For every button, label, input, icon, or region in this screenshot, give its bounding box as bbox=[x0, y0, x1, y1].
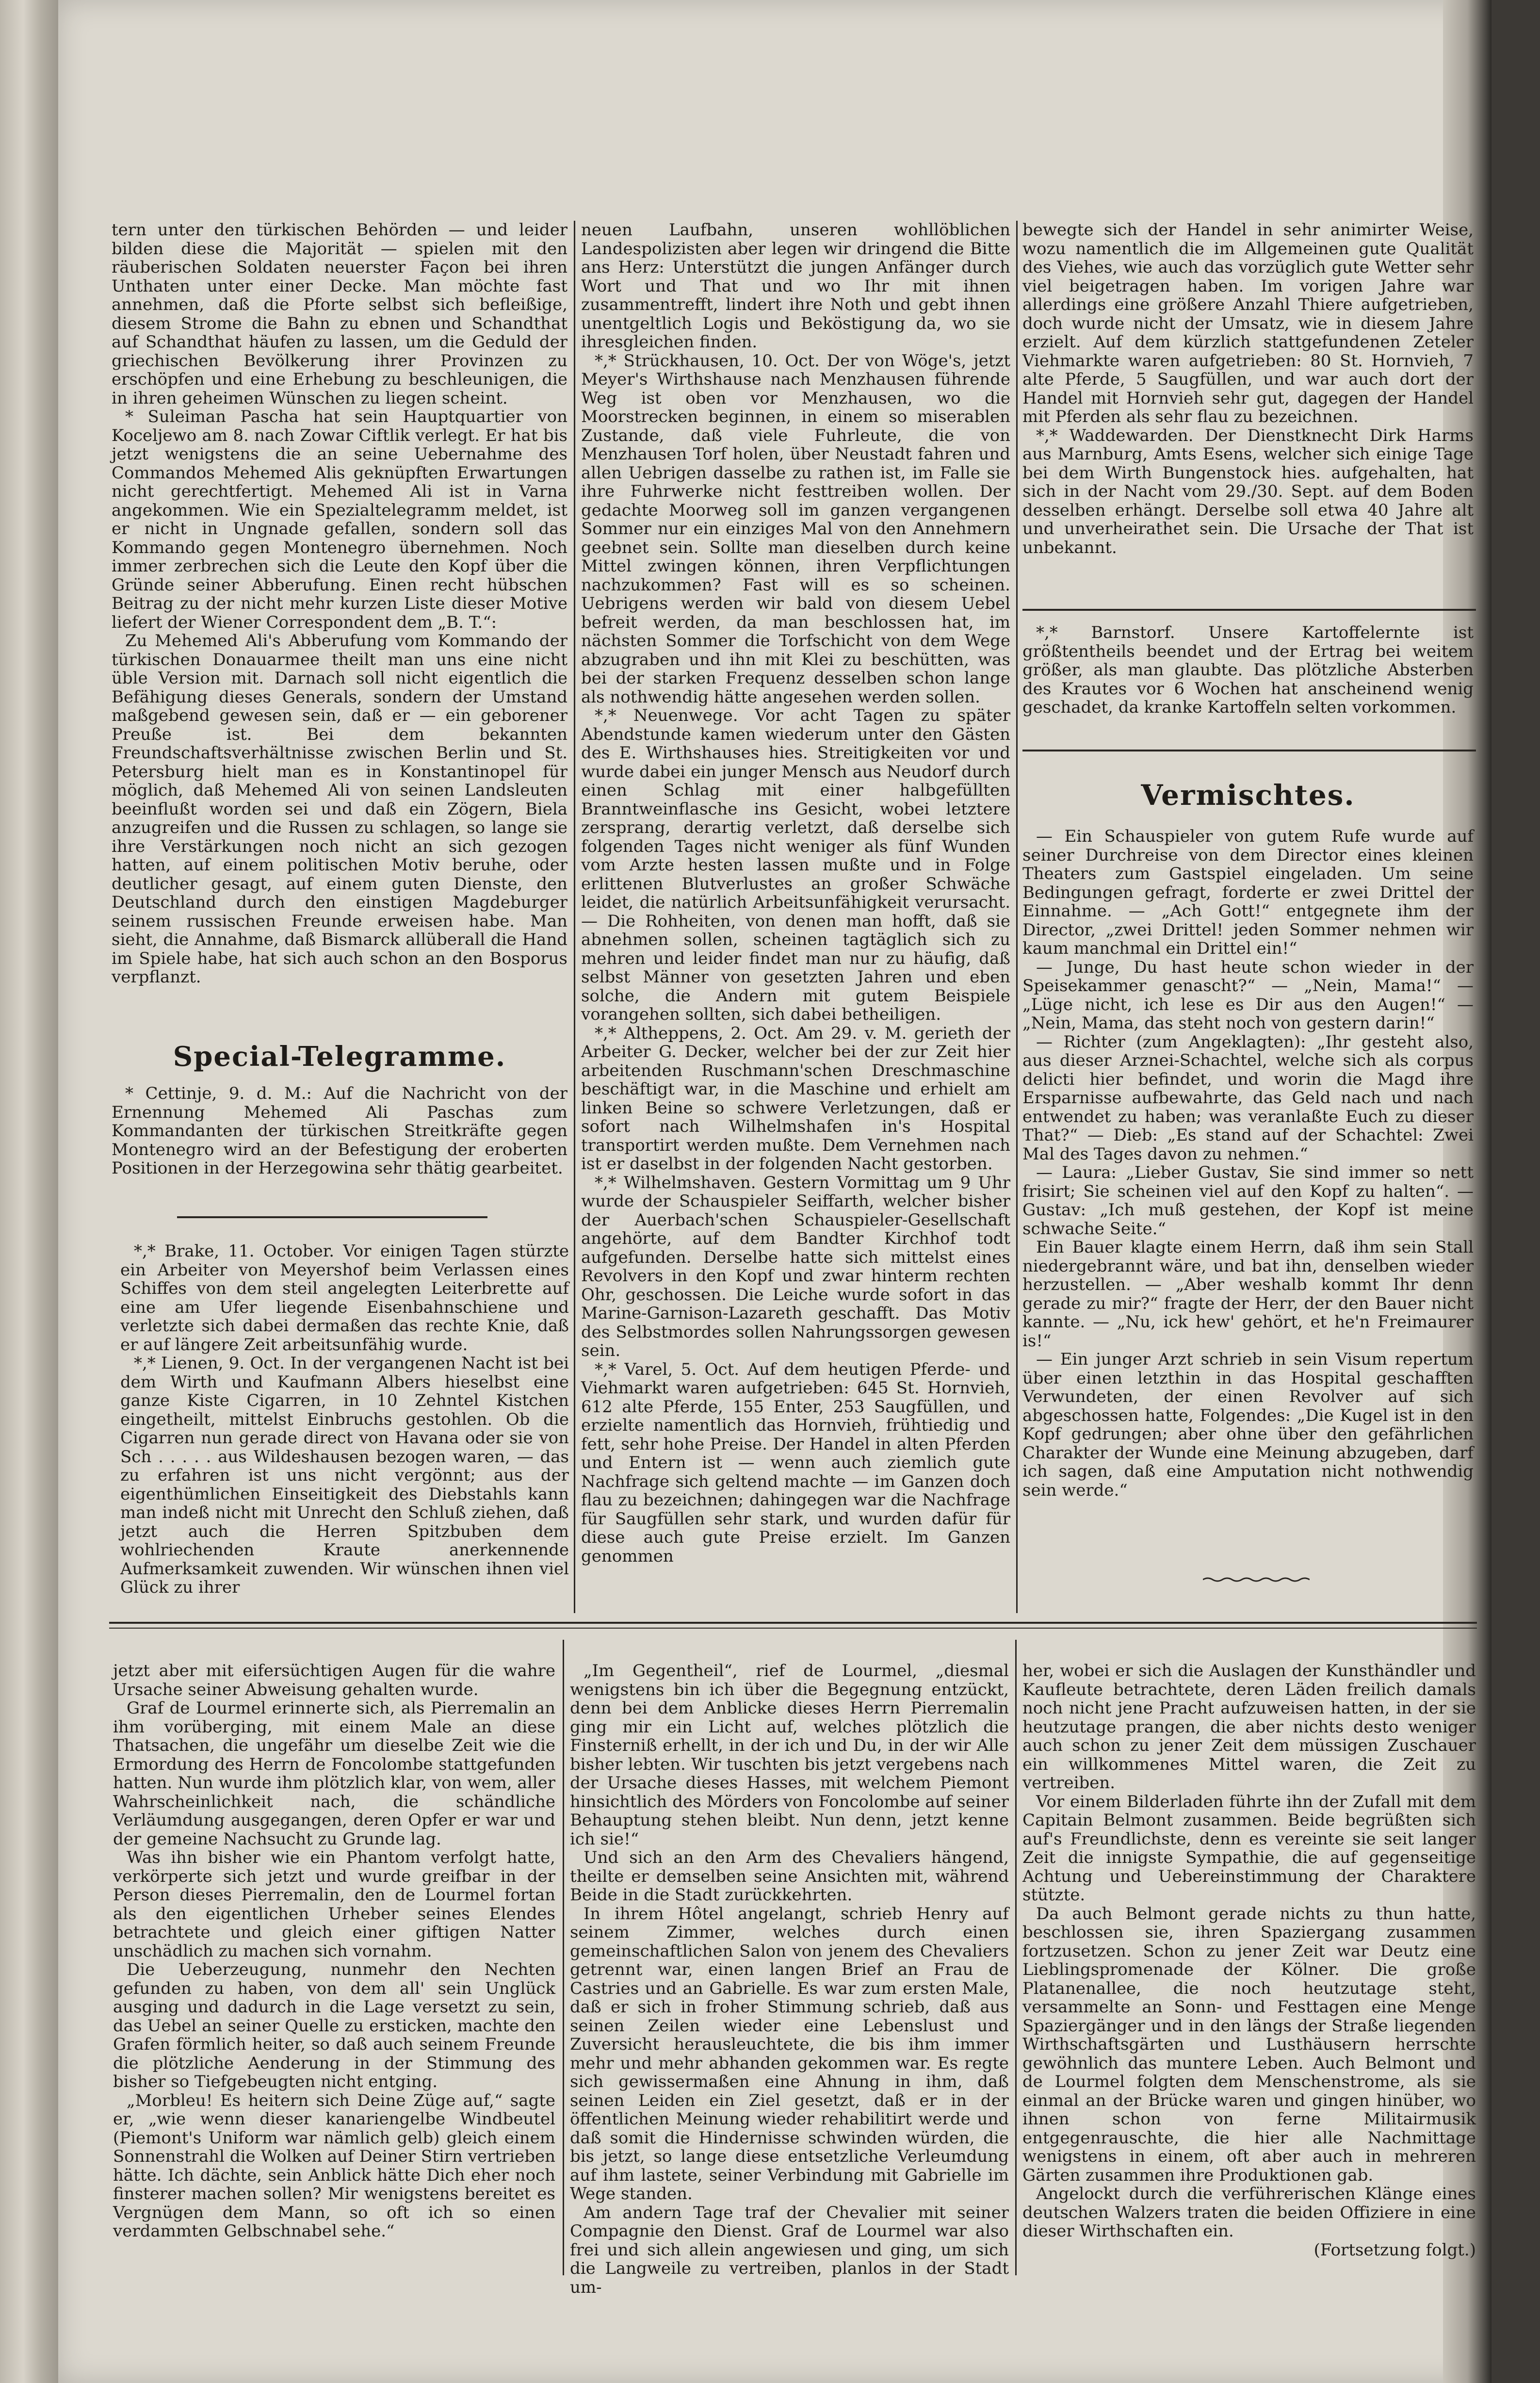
upper-column-2 bbox=[581, 221, 1010, 1566]
section-divider bbox=[1022, 609, 1476, 611]
upper-column-1-local-news bbox=[120, 1242, 569, 1597]
news-item: *,* Barnstorf. Unsere Kartoffelernte ist größtentheils beendet und der Ertrag bei weitem größer, als man glaubte. Das plötzliche Absterben des Krautes vor 6 Wochen hat anscheinend wenig geschadet, da kranke Kartoffeln selten vorkommen. bbox=[1022, 623, 1474, 717]
article-paragraph: * Suleiman Pascha hat sein Hauptquartier von Koceljewo am 8. nach Zowar Ciftlik verlegt. Er hat bis jetzt wenigstens die an seine Uebernahme des Commandos Mehemed Alis geknüpften Erwartungen nicht gerechtfertigt. Mehemed Ali ist in Varna angekommen. Wie ein Spezialtelegramm meldet, ist er nicht in Ungnade gefallen, sondern soll das Kommando gegen Montenegro übernehmen. Noch immer zerbrechen sich die Leute den Kopf über die Gründe seiner Abberufung. Einen recht hübschen Beitrag zu der nicht mehr kurzen Liste dieser Motive liefert der Wiener Correspondent dem „B. T.“: bbox=[112, 407, 567, 632]
article-paragraph: Zu Mehemed Ali's Abberufung vom Kommando der türkischen Donauarmee theilt man uns eine nicht üble Version mit. Darnach soll nicht eigentlich die Befähigung dieses Generals, sondern der Umstand maßgebend gewesen sein, daß er — ein geborener Preuße ist. Bei dem bekannten Freundschaftsverhältnisse zwischen Berlin und St. Petersburg hielt man es in Konstantinopel für möglich, daß Mehemed Ali von seinen Landsleuten beeinflußt worden sei und daß ein Zögern, Biela anzugreifen und die Russen zu schlagen, so lange sie ihre Verstärkungen noch nicht an sich gezogen hatten, auf einem politischen Motiv beruhe, oder deutlicher gesagt, auf einem guten Dienste, den Deutschland durch den einstigen Magdeburger seinem russischen Freunde erweisen habe. Man sieht, die Annahme, daß Bismarck allüberall die Hand im Spiele habe, hat sich auch schon an den Bosporus verpflanzt. bbox=[112, 631, 567, 987]
continuation-note: (Fortsetzung folgt.) bbox=[1313, 2240, 1476, 2260]
feuilleton-divider bbox=[109, 1622, 1477, 1624]
story-paragraph: „Im Gegentheil“, rief de Lourmel, „diesmal wenigstens bin ich über die Begegnung entzückt, denn bei dem Anblicke dieses Herrn Pierremalin ging mir ein Licht auf, welches plötzlich die Finsterniß erhellt, in der ich und Du, in der wir Alle bisher lebten. Wir tuschten bis jetzt vergebens nach der Ursache dieses Hasses, mit welchem Piemont hinsichtlich des Mörders von Foncolombe auf seiner Behauptung stehen bleibt. Nun denn, jetzt kenne ich sie!“ bbox=[570, 1661, 1009, 1849]
story-paragraph: Da auch Belmont gerade nichts zu thun hatte, beschlossen sie, ihren Spaziergang zusammen fortzusetzen. Schon zu jener Zeit war Deutz eine Lieblingspromenade der Kölner. Die große Platanenallee, die noch heutzutage steht, versammelte an Sonn- und Festtagen eine Menge Spaziergänger und in den längs der Straße liegenden Wirthschaftsgärten und Lusthäusern herrschte gewöhnlich das muntere Leben. Auch Belmont und de Lourmel folgten dem Menschenstrome, als sie einmal an der Brücke waren und gingen hinüber, wo ihnen schon von ferne Militairmusik entgegenrauschte, die hier alle Nachmittage wenigstens in einem, oft aber auch in mehreren Gärten zusammen ihre Produktionen gab. bbox=[1022, 1904, 1476, 2185]
story-paragraph: Am andern Tage traf der Chevalier mit seiner Compagnie den Dienst. Graf de Lourmel war also frei und sich allein angewiesen und ging, um sich die Langweile zu vertreiben, planlos in der Stadt um- bbox=[570, 2203, 1009, 2297]
story-paragraph: jetzt aber mit eifersüchtigen Augen für die wahre Ursache seiner Abweisung gehalten wurde. bbox=[113, 1661, 555, 1699]
anecdote: — Ein junger Arzt schrieb in sein Visum repertum über einen letzthin in das Hospital geschafften Verwundeten, der einen Revolver auf sich abgeschossen hatte, Folgendes: „Die Kugel ist in den Kopf gedrungen; aber ohne über den gefährlichen Charakter der Wunde eine Meinung abzugeben, darf ich sagen, daß eine Amputation nicht nothwendig sein werde.“ bbox=[1022, 1350, 1474, 1500]
anecdote: Ein Bauer klagte einem Herrn, daß ihm sein Stall niedergebrannt wäre, und bat ihn, denselben wieder herzustellen. — „Aber weshalb kommt Ihr denn gerade zu mir?“ fragte der Herr, der den Bauer nicht kannte. — „Nu, ick hew' gehört, et he'n Freimaurer is!“ bbox=[1022, 1238, 1474, 1351]
story-paragraph: Graf de Lourmel erinnerte sich, als Pierremalin an ihm vorüberging, mit einem Male an diese Thatsachen, die ungefähr um dieselbe Zeit wie die Ermordung des Herrn de Foncolombe stattgefunden hatten. Nun wurde ihm plötzlich klar, von wem, aller Wahrscheinlichkeit nach, die schändliche Verläumdung ausgegangen, deren Opfer er war und der gemeine Nachsucht zu Grunde lag. bbox=[113, 1698, 555, 1849]
news-item: bewegte sich der Handel in sehr animirter Weise, wozu namentlich die im Allgemeinen gute Qualität des Viehes, wie auch das vorzüglich gute Wetter sehr viel beigetragen haben. Im vorigen Jahre war allerdings eine größere Anzahl Thiere aufgetrieben, doch wurde nicht der Umsatz, wie in diesem Jahre erzielt. Auf dem kürzlich stattgefundenen Zeteler Viehmarkte waren aufgetrieben: 80 St. Hornvieh, 7 alte Pferde, 5 Saugfüllen, und war auch dort der Handel mit Hornvieh sehr gut, dagegen der Handel mit Pferden als sehr flau zu bezeichnen. bbox=[1022, 220, 1474, 426]
news-item: *,* Varel, 5. Oct. Auf dem heutigen Pferde- und Viehmarkt waren aufgetrieben: 645 St. Hornvieh, 612 alte Pferde, 155 Enter, 253 Saugfüllen, und erzielte namentlich das Hornvieh, frühtiedig und fett, sehr hohe Preise. Der Handel in alten Pferden und Entern ist — wenn auch ziemlich gute Nachfrage sich geltend machte — im Ganzen doch flau zu bezeichnen; dahingegen war die Nachfrage für Saugfüllen sehr stark, und wurden dafür für diese auch gute Preise erzielt. Im Ganzen genommen bbox=[581, 1359, 1010, 1566]
special-telegram-text bbox=[112, 1084, 567, 1178]
column-rule bbox=[1015, 1640, 1017, 2275]
news-item: *,* Strückhausen, 10. Oct. Der von Wöge's, jetzt Meyer's Wirthshause nach Menzhausen führende Weg ist oben vor Menzhausen, wo die Moorstrecken beginnen, in einem so miserablen Zustande, daß viele Fuhrleute, die von Menzhausen Torf holen, über Neustadt fahren und allen Uebrigen dasselbe zu rathen ist, im Falle sie ihre Fuhrwerke nicht festtreiben wollen. Der gedachte Moorweg soll im ganzen vergangenen Sommer nur ein einziges Mal von den Annehmern geebnet sein. Sollte man dieselben durch keine Mittel zwingen können, ihren Verpflichtungen nachzukommen? Fast will es so scheinen. Uebrigens werden wir bald von diesem Uebel befreit werden, da man beschlossen hat, im nächsten Sommer die Torfschicht von dem Wege abzugraben und ihn mit Klei zu beschütten, was bei der starken Frequenz desselben schon lange als nothwendig hätte angesehen werden sollen. bbox=[581, 351, 1010, 707]
anecdote: — Junge, Du hast heute schon wieder in der Speisekammer genascht?“ — „Nein, Mama!“ — „Lüge nicht, ich lese es Dir aus den Augen!“ — „Nein, Mama, das steht noch von gestern darin!“ bbox=[1022, 957, 1474, 1033]
column-rule bbox=[1016, 221, 1018, 1613]
vermischtes-column bbox=[1022, 827, 1474, 1500]
news-item: *,* Altheppens, 2. Oct. Am 29. v. M. gerieth der Arbeiter G. Decker, welcher bei der zur Zeit hier arbeitenden Ruschmann'schen Dreschmaschine beschäftigt war, in die Maschine und erhielt am linken Beine so schwere Verletzungen, daß er sofort nach Wilhelmshafen in's Hospital transportirt werden mußte. Dem Vernehmen nach ist er daselbst in der folgenden Nacht gestorben. bbox=[581, 1023, 1010, 1174]
book-spine bbox=[0, 0, 58, 2383]
story-paragraph: her, wobei er sich die Auslagen der Kunsthändler und Kaufleute betrachtete, deren Läden freilich damals noch nicht jene Pracht aufzuweisen hatten, in der sie heutzutage prangen, die aber nichts desto weniger auch schon zu jener Zeit dem müssigen Zuschauer ein willkommenes Mittel waren, die Zeit zu vertreiben. bbox=[1022, 1661, 1476, 1793]
news-item: *,* Lienen, 9. Oct. In der vergangenen Nacht ist bei dem Wirth und Kaufmann Albers hieselbst eine ganze Kiste Cigarren, in 10 Zehntel Kistchen eingetheilt, mittelst Einbruchs gestohlen. Ob die Cigarren nun gerade direct von Havana oder sie von Sch . . . . . aus Wildeshausen bezogen waren, — das zu erfahren ist uns nicht vergönnt; aus der eigenthümlichen Einseitigkeit des Diebstahls kann man indeß nicht mit Unrecht den Schluß ziehen, daß jetzt auch die Herren Spitzbuben dem wohlriechenden Kraute anerkennende Aufmerksamkeit zuwenden. Wir wünschen ihnen viel Glück zu ihrer bbox=[120, 1354, 569, 1597]
story-paragraph: Angelockt durch die verführerischen Klänge eines deutschen Walzers traten die beiden Offiziere in eine dieser Wirthschaften ein. bbox=[1022, 2184, 1476, 2241]
story-paragraph: Und sich an den Arm des Chevaliers hängend, theilte er demselben seine Ansichten mit, während Beide in die Stadt zurückkehrten. bbox=[570, 1848, 1009, 1905]
column-rule bbox=[563, 1640, 564, 2275]
news-item: neuen Laufbahn, unseren wohllöblichen Landespolizisten aber legen wir dringend die Bitte ans Herz: Unterstützt die jungen Anfänger durch Wort und That und wo Ihr mit ihnen zusammentrefft, lindert ihre Noth und gebt ihnen unentgeltlich Logis und Beköstigung da, wo sie ihresgleichen finden. bbox=[581, 220, 1010, 352]
anecdote: — Richter (zum Angeklagten): „Ihr gesteht also, aus dieser Arznei-Schachtel, welche sich als corpus delicti hier befindet, und worin die Magd ihre Ersparnisse aufbewahrte, das Geld nach und nach entwendet zu haben; was veranlaßte Euch zu dieser That?“ — Dieb: „Es stand auf der Schachtel: Zwei Mal des Tages davon zu nehmen.“ bbox=[1022, 1032, 1474, 1164]
feuilleton-column-3 bbox=[1022, 1662, 1476, 2259]
story-paragraph: In ihrem Hôtel angelangt, schrieb Henry auf seinem Zimmer, welches durch einen gemeinschaftlichen Salon von jenem des Chevaliers getrennt war, einen langen Brief an Frau de Castries und an Gabrielle. Es war zum ersten Male, daß er sich in froher Stimmung schrieb, daß aus seinen Zeilen wieder eine Lebenslust und Zuversicht herausleuchtete, die bis ihm immer mehr und mehr abhanden gekommen war. Es regte sich gewissermaßen eine Ahnung in ihm, daß seinen Leiden ein Ziel gesetzt, daß er in der öffentlichen Meinung wieder rehabilitirt werde und daß somit die Hindernisse schwinden würden, die bis jetzt, so lange diese entsetzliche Verleumdung auf ihm lastete, seiner Verbindung mit Gabrielle im Wege standen. bbox=[570, 1904, 1009, 2203]
news-item: *,* Wilhelmshaven. Gestern Vormittag um 9 Uhr wurde der Schauspieler Seiffarth, welcher bisher der Auerbach'schen Schauspieler-Gesellschaft angehörte, auf dem Bandter Kirchhof todt aufgefunden. Derselbe hatte sich mittelst eines Revolvers in den Kopf und zwar hinterm rechten Ohr, geschossen. Die Leiche wurde sofort in das Marine-Garnison-Lazareth geschafft. Das Motiv des Selbstmordes sollen Nahrungssorgen gewesen sein. bbox=[581, 1173, 1010, 1360]
anecdote: — Laura: „Lieber Gustav, Sie sind immer so nett frisirt; Sie scheinen viel auf den Kopf zu halten“. — Gustav: „Ich muß gestehen, der Kopf ist meine schwache Seite.“ bbox=[1022, 1163, 1474, 1239]
story-paragraph: „Morbleu! Es heitern sich Deine Züge auf,“ sagte er, „wie wenn dieser kanariengelbe Windbeutel (Piemont's Uniform war nämlich gelb) gleich einem Sonnenstrahl die Wolken auf Deiner Stirn vertrieben hätte. Ich dächte, sein Anblick hätte Dich eher noch finsterer machen sollen? Mir wenigstens bereitet es Vergnügen dem Mann, so oft ich so einen verdammten Gelbschnabel sehe.“ bbox=[113, 2090, 555, 2241]
telegram-paragraph: * Cettinje, 9. d. M.: Auf die Nachricht von der Ernennung Mehemed Ali Paschas zum Kommandanten der türkischen Streitkräfte gegen Montenegro wird an der Befestigung der eroberten Positionen in der Herzegowina sehr thätig gearbeitet. bbox=[112, 1084, 567, 1178]
section-heading-vermischtes: Vermischtes. bbox=[1141, 779, 1355, 812]
news-item: *,* Neuenwege. Vor acht Tagen zu später Abendstunde kamen wiederum unter den Gästen des E. Wirthshauses hies. Streitigkeiten vor und wurde dabei ein junger Mensch aus Neudorf durch einen Schlag mit einer halbgefüllten Branntweinflasche ins Gesicht, wobei letztere zersprang, derartig verletzt, daß derselbe sich folgenden Tages nicht weniger als fünf Wunden vom Arzte hesten lassen mußte und in Folge erlittenen Blutverlustes an großer Schwäche leidet, die natürlich Arbeitsunfähigkeit verursacht. — Die Rohheiten, von denen man hofft, daß sie abnehmen sollen, scheinen tagtäglich sich zu mehren und leider findet man nur zu häufig, daß selbst Männer von gesetzten Jahren und eben solche, die Andern mit gutem Beispiele vorangehen sollten, sich dabei betheiligen. bbox=[581, 706, 1010, 1024]
story-paragraph: Was ihn bisher wie ein Phantom verfolgt hatte, verkörperte sich jetzt und wurde greifbar in der Person dieses Pierremalin, den de Lourmel fortan als den eigentlichen Urheber seines Elendes betrachtete und gleich einer giftigen Natter unschädlich zu machen sich vornahm. bbox=[113, 1848, 555, 1961]
feuilleton-divider-thin bbox=[109, 1628, 1477, 1629]
column-rule bbox=[574, 221, 575, 1613]
feuilleton-column-1 bbox=[113, 1662, 555, 2241]
news-item: *,* Brake, 11. October. Vor einigen Tagen stürzte ein Arbeiter von Meyershof beim Verlassen eines Schiffes von dem steil angelegten Leiterbrette auf eine am Ufer liegende Eisenbahnschiene und verletzte sich dabei dermaßen das rechte Knie, daß er auf längere Zeit arbeitsunfähig wurde. bbox=[120, 1241, 569, 1355]
anecdote: — Ein Schauspieler von gutem Rufe wurde auf seiner Durchreise von dem Director eines kleinen Theaters zum Gastspiel eingeladen. Um seine Bedingungen gefragt, forderte er zwei Drittel der Einnahme. — „Ach Gott!“ entgegnete ihm der Director, „zwei Drittel! jeden Sommer nehmen wir kaum manchmal ein Drittel ein!“ bbox=[1022, 827, 1474, 958]
section-heading-special-telegramme: Special-Telegramme. bbox=[173, 1041, 506, 1073]
upper-column-3 bbox=[1022, 221, 1474, 557]
story-paragraph: Die Ueberzeugung, nunmehr den Nechten gefunden zu haben, von dem all' sein Unglück ausging und dadurch in die Lage versetzt zu sein, das Uebel an seiner Quelle zu ersticken, machte den Grafen förmlich heiter, so daß auch seinem Freunde die plötzliche Aenderung in der Stimmung des bisher so Tiefgebeugten nicht entging. bbox=[113, 1960, 555, 2091]
story-paragraph: Vor einem Bilderladen führte ihn der Zufall mit dem Capitain Belmont zusammen. Beide begrüßten sich auf's Freundlichste, denn es vereinte sie seit langer Zeit die innigste Sympathie, die auf gegenseitige Achtung und Uebereinstimmung der Charaktere stützte. bbox=[1022, 1792, 1476, 1905]
upper-column-3-barnstorf bbox=[1022, 623, 1474, 717]
section-divider bbox=[177, 1216, 487, 1218]
feuilleton-column-2 bbox=[570, 1662, 1009, 2297]
section-divider bbox=[1022, 750, 1476, 751]
end-ornament bbox=[1203, 1577, 1310, 1583]
news-item: *,* Waddewarden. Der Dienstknecht Dirk Harms aus Marnburg, Amts Esens, welcher sich einige Tage bei dem Wirth Bungenstock hies. aufgehalten, hat sich in der Nacht vom 29./30. Sept. auf dem Boden desselben erhängt. Derselbe soll etwa 40 Jahre alt und unverheirathet sein. Die Ursache der That ist unbekannt. bbox=[1022, 425, 1474, 557]
upper-column-1 bbox=[112, 221, 567, 987]
article-paragraph: tern unter den türkischen Behörden — und leider bilden diese die Majorität — spielen mit den räuberischen Soldaten neuerster Façon bei ihren Unthaten unter einer Decke. Man möchte fast annehmen, daß die Pforte selbst sich befleißige, diesem Strome die Bahn zu ebnen und Schandthat auf Schandthat häufen zu lassen, um die Geduld der griechischen Bevölkerung ihrer Provinzen zu erschöpfen und eine Erhebung zu beschleunigen, die in ihren geheimen Wünschen zu liegen scheint. bbox=[112, 220, 567, 408]
